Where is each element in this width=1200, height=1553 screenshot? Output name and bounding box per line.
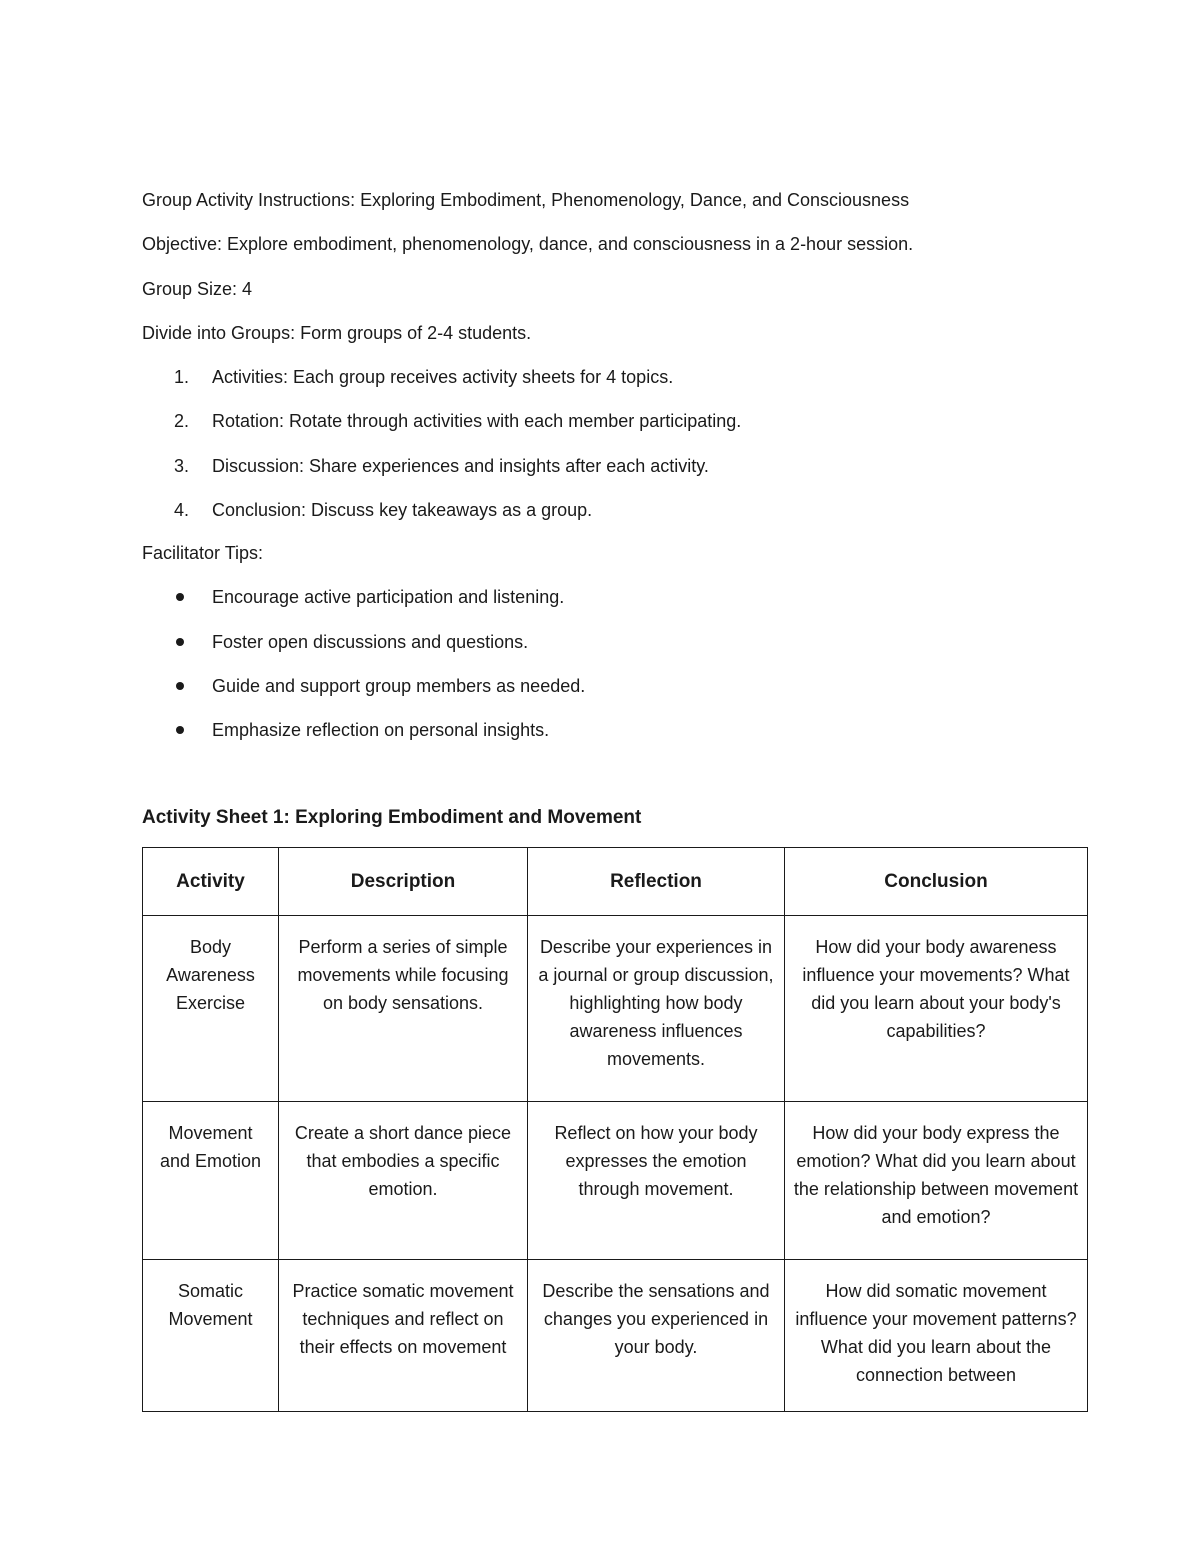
step-text: Rotation: Rotate through activities with each member participating. <box>212 411 742 431</box>
cell-conclusion: How did somatic movement influence your movement patterns? What did you learn about the connection between <box>785 1260 1088 1412</box>
activity-table <box>142 847 1088 1412</box>
cell-conclusion: How did your body express the emotion? What did you learn about the relationship between movement and emotion? <box>785 1102 1088 1260</box>
bullet-icon <box>176 726 184 734</box>
cell-description: Perform a series of simple movements while focusing on body sensations. <box>279 916 528 1102</box>
cell-reflection: Reflect on how your body expresses the emotion through movement. <box>528 1102 785 1260</box>
header-description: Description <box>279 848 528 916</box>
objective-text: Objective: Explore embodiment, phenomenology, dance, and consciousness in a 2-hour session. <box>142 234 914 254</box>
header-activity: Activity <box>143 848 279 916</box>
step-text: Conclusion: Discuss key takeaways as a group. <box>212 500 593 520</box>
bullet-icon <box>176 638 184 646</box>
bullet-icon <box>176 682 184 690</box>
cell-activity: Movement and Emotion <box>143 1102 279 1260</box>
tip-text: Guide and support group members as needed. <box>212 676 586 696</box>
group-size-text: Group Size: 4 <box>142 279 253 299</box>
bullet-icon <box>176 593 184 601</box>
step-number: 2. <box>174 411 190 431</box>
facilitator-heading: Facilitator Tips: <box>142 543 264 563</box>
table-header-row <box>143 848 1088 916</box>
cell-description: Practice somatic movement techniques and reflect on their effects on movement <box>279 1260 528 1412</box>
step-text: Discussion: Share experiences and insights after each activity. <box>212 456 709 476</box>
table-row <box>143 1260 1088 1412</box>
header-conclusion: Conclusion <box>785 848 1088 916</box>
cell-reflection: Describe the sensations and changes you experienced in your body. <box>528 1260 785 1412</box>
tip-text: Emphasize reflection on personal insights. <box>212 720 550 740</box>
cell-conclusion: How did your body awareness influence your movements? What did you learn about your body's capabilities? <box>785 916 1088 1102</box>
divide-groups-text: Divide into Groups: Form groups of 2-4 students. <box>142 323 532 343</box>
table-row <box>143 1102 1088 1260</box>
step-number: 3. <box>174 456 190 476</box>
table-row <box>143 916 1088 1102</box>
cell-activity: Body Awareness Exercise <box>143 916 279 1102</box>
header-reflection: Reflection <box>528 848 785 916</box>
cell-activity: Somatic Movement <box>143 1260 279 1412</box>
tip-text: Foster open discussions and questions. <box>212 632 529 652</box>
step-number: 4. <box>174 500 190 520</box>
document-title: Group Activity Instructions: Exploring Embodiment, Phenomenology, Dance, and Consciousness <box>142 190 910 210</box>
cell-description: Create a short dance piece that embodies a specific emotion. <box>279 1102 528 1260</box>
step-number: 1. <box>174 367 190 387</box>
activity-sheet-title: Activity Sheet 1: Exploring Embodiment and Movement <box>142 807 642 828</box>
cell-reflection: Describe your experiences in a journal or group discussion, highlighting how body awareness influences movements. <box>528 916 785 1102</box>
tip-text: Encourage active participation and listening. <box>212 587 565 607</box>
step-text: Activities: Each group receives activity sheets for 4 topics. <box>212 367 674 387</box>
